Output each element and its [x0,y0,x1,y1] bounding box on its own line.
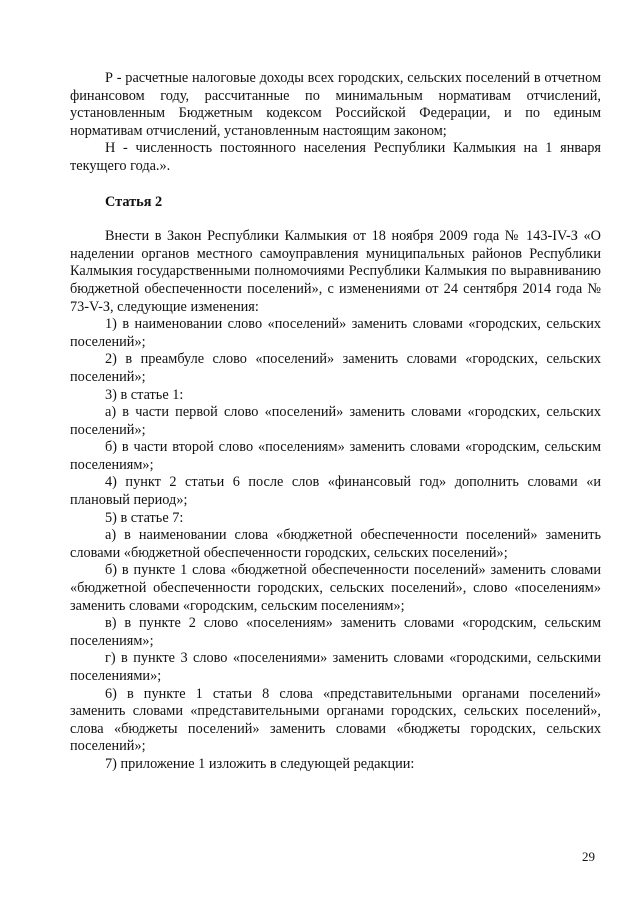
document-body [70,70,601,774]
list-item-5v: в) в пункте 2 слово «поселениям» заменить словами «городским, сельским поселениям»; [70,615,601,649]
list-item-5a: а) в наименовании слова «бюджетной обеспеченности поселений» заменить словами «бюджетной обеспеченности городских, сельских поселений»; [70,527,601,561]
list-item-5: 5) в статье 7: [105,509,184,526]
list-item-3b: б) в части второй слово «поселениям» заменить словами «городским, сельским поселениям»; [70,439,601,473]
list-item-3a: а) в части первой слово «поселений» заменить словами «городских, сельских поселений»; [70,404,601,438]
list-item-5b: б) в пункте 1 слова «бюджетной обеспеченности поселений» заменить словами «бюджетной обеспеченности городских, сельских поселений», слово «поселениям» заменить словами «городским, сельским поселениям»; [70,562,601,614]
list-item-7: 7) приложение 1 изложить в следующей редакции: [105,755,415,772]
list-item-6: 6) в пункте 1 статьи 8 слова «представительными органами поселений» заменить словами «представительными органами городских, сельских поселений», слова «бюджеты поселений» заменить словами «бюджеты городских, сельских поселений»; [70,685,601,755]
list-item-4: 4) пункт 2 статьи 6 после слов «финансовый год» дополнить словами «и плановый период»; [70,474,601,509]
article-title: Статья 2 [105,193,163,210]
page-number: 29 [582,849,595,864]
intro-paragraph-1: Р - расчетные налоговые доходы всех городских, сельских поселений в отчетном финансовом году, рассчитанные по минимальным нормативам отчислений, установленным Бюджетным кодексом Российской Федерации, и по единым нормативам отчислений, установленным настоящим законом; [70,70,601,139]
article-intro: Внести в Закон Республики Калмыкия от 18 ноября 2009 года № 143-IV-З «О наделении органов местного самоуправления муниципальных районов Республики Калмыкия государственными полномочиями Республики Калмыкия по выравниванию бюджетной обеспеченности поселений», с изменениями от 24 сентября 2014 года № 73-V-З, следующие изменения: [70,228,601,315]
list-item-5g: г) в пункте 3 слово «поселениями» заменить словами «городскими, сельскими поселениями»; [70,650,601,684]
list-item-1: 1) в наименовании слово «поселений» заменить словами «городских, сельских поселений»; [70,316,601,350]
list-item-2: 2) в преамбуле слово «поселений» заменить словами «городских, сельских поселений»; [70,351,601,385]
intro-paragraph-2: Н - численность постоянного населения Республики Калмыкия на 1 января текущего года.». [70,140,601,174]
list-item-3: 3) в статье 1: [105,386,184,403]
